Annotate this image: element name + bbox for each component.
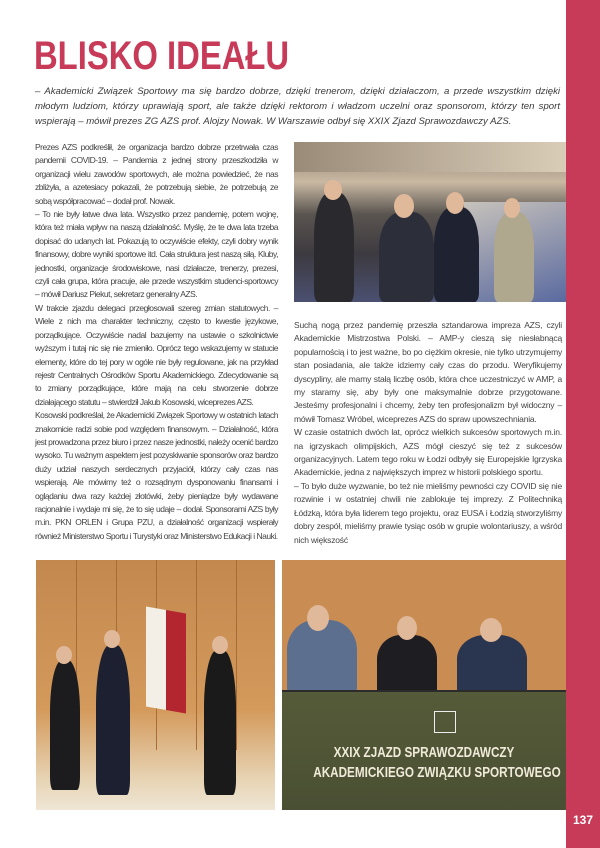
paragraph: W czasie ostatnich dwóch lat, oprócz wielkich sukcesów sportowych m.in. na igrzyskach olimpijskich, AZS mógł cieszyć się też z sukcesów organizacyjnych. Latem tego roku w Łodzi odbyły się Europejskie Igrzyska Akademickie, jedna z największych imprez w historii polskiego sportu. (294, 427, 562, 478)
event-banner (282, 692, 566, 810)
banner-line-1: XXIX ZJAZD SPRAWOZDAWCZY (333, 744, 515, 761)
article-title: BLISKO IDEAŁU (34, 34, 290, 78)
paragraph: Kosowski podkreślał, że Akademicki Związek Sportowy w ostatnich latach znakomicie radzi sobie pod względem finansowym. – Działalność, która jest prowadzona przez biuro i przez nasze jednostki, należy ocenić bardzo wysoko. Tu ważnym aspektem jest pozyskiwanie sponsorów oraz bardzo duży udział naszych serdecznych przyjaciół, którzy cały czas nas wspierają. Ale mówimy też o rozsądnym dysponowaniu finansami i oglądaniu dwa razy każdej złotówki, żeby pieniądze były wydawane racjonalnie i wydaje mi się, że to się udaje – dodał. Sponsorami AZS były m.in. PKN ORLEN i Grupa PZU, a działalność organizacji wspierały również Ministerstwo Sportu i Turystyki oraz Ministerstwo Edukacji i Nauki. (35, 410, 278, 541)
article-lead: – Akademicki Związek Sportowy ma się bardzo dobrze, dzięki trenerom, dzięki działaczom, a przede wszystkim dzięki młodym ludziom, którzy uprawiają sport, ale także dzięki rektorom i władzom uczelni oraz sponsorom, którzy ten sport wspierają – mówił prezes ZG AZS prof. Alojzy Nowak. W Warszawie odbył się XXIX Zjazd Sprawozdawczy AZS. (35, 86, 560, 128)
text-column-left (35, 141, 278, 543)
photo-flag-bearers (36, 560, 275, 810)
paragraph: Prezes AZS podkreślił, że organizacja bardzo dobrze przetrwała czas pandemii COVID-19. – Pandemia z jednej strony przeszkodziła w organizacji wielu zawodów sportowych, ale można powiedzieć, że nas zbliżyła, a azetesiacy pokazali, że potrzebują siebie, że potrzebują ze sobą współpracować – dodał prof. Nowak. (35, 142, 278, 206)
text-column-right (294, 319, 562, 547)
paragraph: W trakcie zjazdu delegaci przegłosowali szereg zmian statutowych. – Wiele z nich ma charakter techniczny, często to kwestie językowe, porządkujące. Oczywiście nadal bazujemy na ustawie o szkolnictwie wyższym i tutaj nic się nie zmieniło. Oprócz tego wskazujemy w statucie elementy, które do tej pory w ogóle nie były regulowane, jak na przykład rejestr Centralnych Ośrodków Sportu Akademickiego. Zdecydowanie są to zmiany porządkujące, które mają na celu stworzenie dobrze działającego statutu – stwierdził Jakub Kosowski, wiceprezes AZS. (35, 302, 278, 407)
paragraph: – To nie były łatwe dwa lata. Wszystko przez pandemię, potem wojnę, która też miała wpływ na naszą działalność. Myślę, że te dwa lata trzeba dopisać do udanych lat. Pokazują to oczywiście efekty, czyli dobry wynik finansowy, dobre wyniki sportowe itd. Cała struktura jest naszą siłą. Kluby, jednostki, organizacje środowiskowe, nasi działacze, trenerzy, prezesi, czyli cała grupa, która pracuje, ale przede wszystkim studenci-sportowcy – mówił Dariusz Piekut, sekretarz generalny AZS. (35, 209, 278, 300)
page-number: 137 (572, 813, 594, 827)
azs-logo (434, 711, 456, 733)
photo-presidium-table (282, 560, 566, 810)
paragraph: – To było duże wyzwanie, bo też nie mieliśmy pewności czy COVID się nie rozwinie i w ostatniej chwili nie zablokuje tej imprezy. Z Politechniką Łódzką, która była liderem tego projektu, oraz EUSA i Łodzią stworzyliśmy dobry zespół, mieliśmy prawie tysiąc osób w grupie wolontariuszy, a wśród nich większość (294, 480, 562, 545)
photo-applauding-delegates (294, 142, 566, 302)
paragraph: Suchą nogą przez pandemię przeszła sztandarowa impreza AZS, czyli Akademickie Mistrzostwa Polski. – AMP-y cieszą się niesłabnącą popularnością i to jest ważne, bo po ciężkim okresie, nie tylko utrzymujemy stan posiadania, ale także idziemy cały czas do przodu. Weryfikujemy dyscypliny, ale mamy stałą liczbę osób, która chce uczestniczyć w AMP, a my staramy się, aby były one maksymalnie dobrze przygotowane. Jesteśmy profesjonalni i chcemy, żeby ten profesjonalizm był widoczny – mówił Tomasz Wróbel, wiceprezes AZS do spraw upowszechniania. (294, 320, 562, 424)
page-edge-bar (566, 0, 600, 848)
banner-line-2: AKADEMICKIEGO ZWIĄZKU SPORTOWEGO (313, 764, 561, 781)
